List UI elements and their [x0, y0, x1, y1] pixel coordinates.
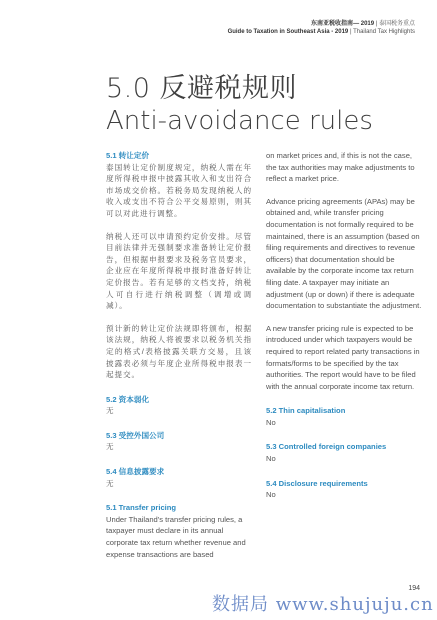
section-heading-5-2-zh: 5.2 资本弱化	[106, 394, 150, 404]
section-value-5-2-zh: 无	[106, 406, 114, 416]
page-number: 194	[408, 585, 420, 592]
header-en-sub: Thailand Tax Highlights	[353, 29, 415, 35]
header-zh-title: 东南亚税收指南	[311, 21, 354, 27]
section-value-5-3-en: No	[266, 454, 276, 464]
section-heading-5-4-zh: 5.4 信息披露要求	[106, 467, 165, 477]
section-heading-5-3-zh: 5.3 受控外国公司	[106, 430, 165, 440]
section-heading-5-1-en: 5.1 Transfer pricing	[106, 503, 177, 513]
running-header	[228, 20, 415, 36]
section-value-5-4-zh: 无	[106, 478, 114, 488]
header-zh-sub: 泰国税务重点	[378, 21, 415, 27]
section-heading-5-2-en: 5.2 Thin capitalisation	[266, 406, 346, 416]
header-zh-year: — 2019	[353, 21, 375, 27]
transfer-pricing-paragraph-zh-3: 预计新的转让定价法规即将颁布，根据该法规，纳税人将被要求以税务机关指定的格式/表格披露关联方交易，且该披露表必须与年度企业所得税申报表一起提交。	[106, 323, 252, 380]
header-zh-line	[228, 20, 415, 28]
section-value-5-4-en: No	[266, 490, 276, 500]
right-column	[266, 150, 422, 501]
transfer-pricing-paragraph-en-4: A new transfer pricing rule is expected to be introduced under which taxpayers would be required to report related party transactions in formats/forms to be specified by the tax authorities. The report would have to be filed with the annual corporate income tax return.	[266, 323, 420, 391]
section-heading-5-3-en: 5.3 Controlled foreign companies	[266, 442, 387, 452]
section-heading-5-4-en: 5.4 Disclosure requirements	[266, 478, 368, 488]
header-separator: |	[375, 21, 378, 27]
transfer-pricing-paragraph-en-3: Advance pricing agreements (APAs) may be obtained and, while transfer pricing documentation is not formally required to be maintained, there is an assumption (based on filing requirements and directives to revenue officers) that documentation should be available by the corporate income tax return filing date. A taxpayer may initiate an adjustment (up or down) if there is adequate documentation to substantiate the adjustment.	[266, 196, 422, 311]
transfer-pricing-paragraph-zh-2: 纳税人还可以申请预约定价安排。尽管目前法律并无强制要求准备转让定价报告，但根据申报要求及税务官员要求，企业应在年度所得税申报时准备好转让定价报告。若有足够的文档支持，纳税人可自行进行纳税调整（调增或调减）。	[106, 231, 252, 311]
page-title-en: Anti-avoidance rules	[106, 106, 373, 136]
header-en-line	[228, 28, 415, 36]
section-heading-5-1-zh: 5.1 转让定价	[106, 151, 150, 160]
left-column	[106, 150, 252, 560]
transfer-pricing-paragraph-en-2: on market prices and, if this is not the case, the tax authorities may make adjustments to reflect a market price.	[266, 151, 415, 184]
watermark-text: 数据局 www.shujuju.cn	[212, 594, 434, 615]
section-value-5-3-zh: 无	[106, 442, 114, 452]
header-separator: |	[349, 29, 352, 35]
transfer-pricing-paragraph-zh-1: 泰国转让定价制度规定，纳税人需在年度所得税申报中披露其收入和支出符合市场成交价格。若税务局发现纳税人的收入或支出不符合公平交易原则，则其可以对此进行调整。	[106, 162, 252, 218]
page-title	[106, 73, 426, 137]
transfer-pricing-paragraph-en-1: Under Thailand's transfer pricing rules, a taxpayer must declare in its annual corporate tax return whether revenue and expense transactions are based	[106, 514, 246, 559]
header-en-title: Guide to Taxation in Southeast Asia - 2019	[227, 29, 349, 35]
page-title-zh: 5.0 反避税规则	[106, 73, 298, 104]
section-value-5-2-en: No	[266, 417, 276, 427]
